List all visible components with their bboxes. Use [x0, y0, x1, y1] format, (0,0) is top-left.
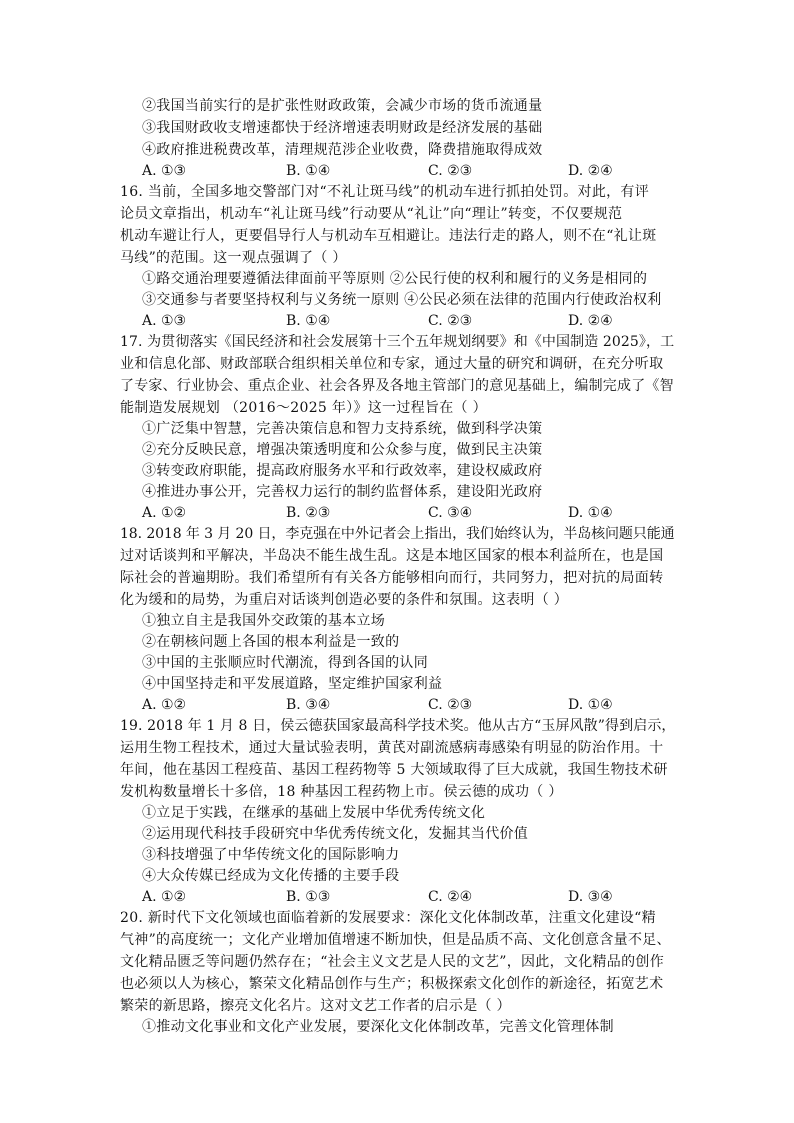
q17-stem-line-1: 17. 为贯彻落实《国民经济和社会发展第十三个五年规划纲要》和《中国制造 2025》，工	[120, 334, 675, 350]
q18-statement-3: ③中国的主张顺应时代潮流，得到各国的认同	[142, 655, 428, 671]
q15-statement-2: ②我国当前实行的是扩张性财政政策，会减少市场的货币流通量	[142, 98, 543, 114]
q18-stem-line-1: 18. 2018 年 3 月 20 日，李克强在中外记者会上指出，我们始终认为，半岛核问题只能通	[120, 526, 675, 542]
q16-option-b: B. ①④	[286, 313, 331, 329]
q18-option-d: D. ①④	[568, 697, 613, 713]
q15-statement-3: ③我国财政收支增速都快于经济增速表明财政是经济发展的基础	[142, 120, 543, 136]
q18-statement-4: ④中国坚持走和平发展道路，坚定维护国家利益	[142, 676, 443, 692]
q17-statement-3: ③转变政府职能，提高政府服务水平和行政效率，建设权威政府	[142, 463, 543, 479]
q19-stem-line-4: 发机构数量增长十多倍，18 种基因工程药物上市。侯云德的成功（ ）	[120, 784, 563, 800]
q19-option-a: A. ①②	[142, 889, 187, 905]
q16-option-d: D. ②④	[568, 313, 613, 329]
q15-option-b: B. ①④	[286, 163, 331, 179]
q20-stem-line-4: 也必须以人为核心，繁荣文化精品创作与生产；积极探索文化创作的新途径，拓宽艺术	[120, 976, 664, 992]
q20-stem-line-2: 气神”的高度统一；文化产业增加值增速不断加快，但是品质不高、文化创意含量不足、	[120, 932, 671, 948]
q15-option-a: A. ①③	[142, 163, 187, 179]
q19-option-d: D. ③④	[568, 889, 613, 905]
q16-stem-line-3: 机动车避让行人，更要倡导行人与机动车互相避让。违法行走的路人，则不在“礼让斑	[120, 228, 657, 244]
q16-stem-line-1: 16. 当前，全国多地交警部门对“不礼让斑马线”的机动车进行抓拍处罚。对此，有评	[120, 184, 650, 200]
q15-option-d: D. ②④	[568, 163, 613, 179]
q18-statement-1: ①独立自主是我国外交政策的基本立场	[142, 613, 386, 629]
q17-option-d: D. ①④	[568, 505, 613, 521]
q15-statement-4: ④政府推进税费改革，清理规范涉企业收费，降费措施取得成效	[142, 142, 543, 158]
q19-statement-4: ④大众传媒已经成为文化传播的主要手段	[142, 868, 400, 884]
q19-statement-3: ③科技增强了中华传统文化的国际影响力	[142, 847, 400, 863]
q18-option-c: C. ②③	[428, 697, 473, 713]
q17-statement-2: ②充分反映民意，增强决策透明度和公众参与度，做到民主决策	[142, 442, 543, 458]
q16-stem-line-2: 论员文章指出，机动车“礼让斑马线”行动要从“礼让”向“理让”转变，不仅要规范	[120, 206, 623, 222]
q20-stem-line-5: 繁荣的新思路，擦亮文化名片。这对文艺工作者的启示是（ ）	[120, 998, 511, 1014]
q17-option-c: C. ③④	[428, 505, 473, 521]
q18-option-a: A. ①②	[142, 697, 187, 713]
q17-option-b: B. ②③	[286, 505, 331, 521]
q20-stem-line-1: 20. 新时代下文化领域也面临着新的发展要求：深化文化体制改革，注重文化建设“精	[120, 910, 656, 926]
q16-option-a: A. ①③	[142, 313, 187, 329]
q19-stem-line-1: 19. 2018 年 1 月 8 日，侯云德获国家最高科学技术奖。他从古方“玉屏风散”得到启示，	[120, 718, 676, 734]
q16-statements-1-2: ①路交通治理要遵循法律面前平等原则 ②公民行使的权利和履行的义务是相同的	[142, 271, 648, 287]
q19-stem-line-3: 年间，他在基因工程疫苗、基因工程药物等 5 大领域取得了巨大成就，我国生物技术研	[120, 762, 668, 778]
q18-stem-line-4: 化为缓和的局势，为重启对话谈判创造必要的条件和氛围。这表明（ ）	[120, 592, 569, 608]
q17-stem-line-2: 业和信息化部、财政部联合组织相关单位和专家，通过大量的研究和调研，在充分听取	[120, 356, 664, 372]
q18-statement-2: ②在朝核问题上各国的根本利益是一致的	[142, 634, 400, 650]
q17-statement-1: ①广泛集中智慧，完善决策信息和智力支持系统，做到科学决策	[142, 421, 543, 437]
q18-option-b: B. ③④	[286, 697, 331, 713]
q15-option-c: C. ②③	[428, 163, 473, 179]
q16-option-c: C. ②③	[428, 313, 473, 329]
q17-stem-line-3: 了专家、行业协会、重点企业、社会各界及各地主管部门的意见基础上，编制完成了《智	[120, 378, 674, 394]
q20-stem-line-3: 文化精品匮乏等问题仍然存在；“社会主义文艺是人民的文艺”，因此，文化精品的创作	[120, 954, 665, 970]
q16-statements-3-4: ③交通参与者要坚持权利与义务统一原则 ④公民必须在法律的范围内行使政治权利	[142, 292, 662, 308]
q20-statement-1: ①推动文化事业和文化产业发展，要深化文化体制改革，完善文化管理体制	[142, 1019, 614, 1035]
q19-stem-line-2: 运用生物工程技术，通过大量试验表明，黄芪对副流感病毒感染有明显的防治作用。十	[120, 740, 664, 756]
q17-stem-line-4: 能制造发展规划 （2016～2025 年）》这一过程旨在（ ）	[120, 400, 487, 416]
q19-statement-1: ①立足于实践，在继承的基础上发展中华优秀传统文化	[142, 805, 486, 821]
q19-option-c: C. ②④	[428, 889, 473, 905]
q16-stem-line-4: 马线”的范围。这一观点强调了（ ）	[120, 250, 347, 266]
q18-stem-line-2: 过对话谈判和平解决，半岛决不能生战生乱。这是本地区国家的根本利益所在，也是国	[120, 548, 664, 564]
q19-statement-2: ②运用现代科技手段研究中华优秀传统文化，发掘其当代价值	[142, 826, 529, 842]
q17-statement-4: ④推进办事公开，完善权力运行的制约监督体系，建设阳光政府	[142, 484, 543, 500]
q19-option-b: B. ①③	[286, 889, 331, 905]
q18-stem-line-3: 际社会的普遍期盼。我们希望所有有关各方能够相向而行，共同努力，把对抗的局面转	[120, 570, 664, 586]
q17-option-a: A. ①②	[142, 505, 187, 521]
